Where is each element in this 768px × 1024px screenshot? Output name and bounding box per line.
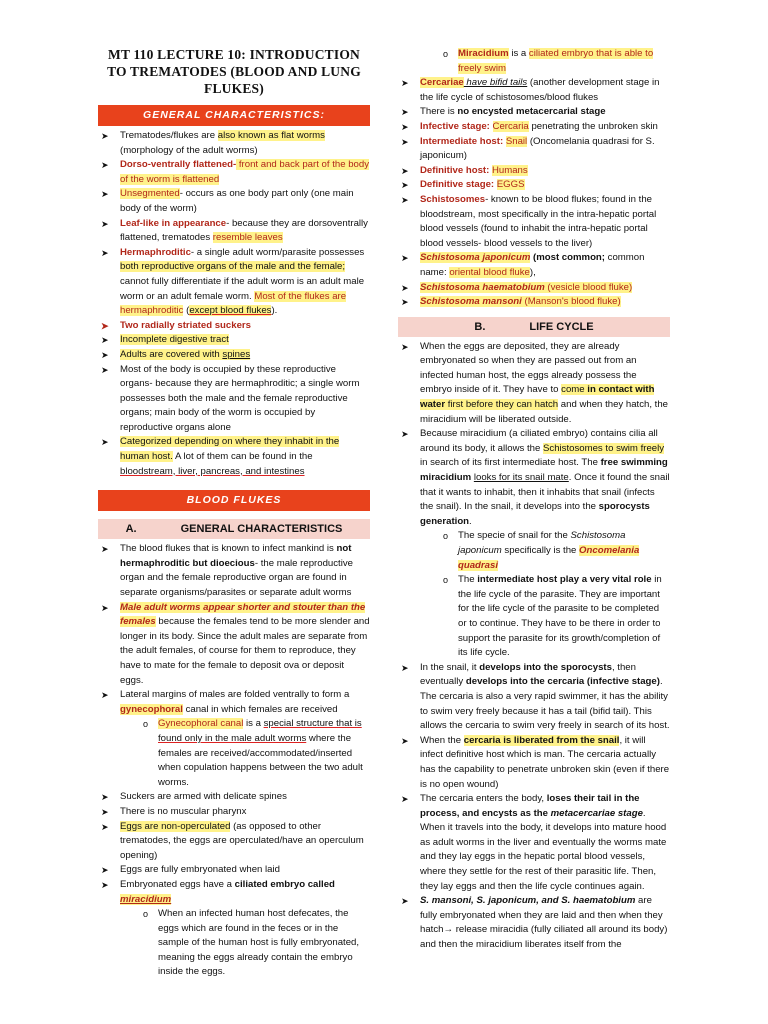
left-column xyxy=(98,0,370,980)
general-characteristics-list xyxy=(98,129,370,479)
list-item: ➤ Embryonated eggs have a ciliated embryo called miracidium xyxy=(98,878,370,907)
list-item: ➤ Unsegmented- occurs as one body part only (one main body of the worm) xyxy=(98,187,370,216)
life-cycle-list xyxy=(398,340,670,953)
section-a-heading: A. GENERAL CHARACTERISTICS xyxy=(98,519,370,539)
list-item: ➤ Schistosomes- known to be blood flukes; found in the bloodstream, most specifically in the intra-hepatic portal blood vessels (found to inhabit the intra-hepatic portal blood vessels- blood vessels to the liver) xyxy=(398,193,670,251)
list-item: ➤ In the snail, it develops into the sporocysts, then eventually develops into the cercaria (infective stage). The cercaria is also a very rapid swimmer, it has the ability to swim very freely because it has a tail (bifid tail). This allows the cercaria to swim very freely in search of its host. xyxy=(398,661,670,734)
list-item: ➤ Definitive stage: EGGS xyxy=(398,178,670,193)
list-item: ➤ Intermediate host: Snail (Oncomelania quadrasi for S. japonicum) xyxy=(398,135,670,164)
list-item: ➤ When the cercaria is liberated from the snail, it will infect definitive host which is man. The cercaria actually has the capability to penetrate unbroken skin (even if there is no open wound) xyxy=(398,734,670,792)
document-title: MT 110 LECTURE 10: INTRODUCTION TO TREMATODES (BLOOD AND LUNG FLUKES) xyxy=(107,47,361,96)
list-item: ➤ Trematodes/flukes are also known as flat worms (morphology of the adult worms) xyxy=(98,129,370,158)
general-characteristics-banner: GENERAL CHARACTERISTICS: xyxy=(98,105,370,126)
list-item: ➤ Schistosoma mansoni (Manson's blood fluke) xyxy=(398,295,670,310)
list-item: ➤ The blood flukes that is known to infect mankind is not hermaphroditic but dioecious- the male reproductive organ and the female reproductive organ are found in separate organisms/parasites or separate adult worms xyxy=(98,542,370,600)
list-item: ➤ Schistosoma japonicum (most common; common name: oriental blood fluke), xyxy=(398,251,670,280)
sub-list-item: o Miracidium is a ciliated embryo that is able to freely swim xyxy=(398,47,670,76)
list-item: ➤ Infective stage: Cercaria penetrating the unbroken skin xyxy=(398,120,670,135)
sub-list-item: o The intermediate host play a very vital role in the life cycle of the parasite. They are important for the life cycle of the parasite to be completed or to continue. They have to be there in order to support the parasite for its growth/completion of its life cycle. xyxy=(398,573,670,661)
list-item: ➤ Because miracidium (a ciliated embryo) contains cilia all around its body, it allows the Schistosomes to swim freely in search of its first intermediate host. The free swimming miracidium looks for its snail mate. Once it found the snail that it wants to inhabit, then it inhabits that snail (infects the snail). In the snail, it develops into the sporocysts generation. xyxy=(398,427,670,529)
list-item: ➤ Categorized depending on where they inhabit in the human host. A lot of them can be found in the bloodstream, liver, pancreas, and intestines xyxy=(98,435,370,479)
sub-list-item: o The specie of snail for the Schistosoma japonicum specifically is the Oncomelania quadrasi xyxy=(398,529,670,573)
list-item: ➤ Eggs are non-operculated (as opposed to other trematodes, the eggs are operculated/have an operculum opening) xyxy=(98,820,370,864)
list-item: ➤ Incomplete digestive tract xyxy=(98,333,370,348)
list-item: ➤ Male adult worms appear shorter and stouter than the females because the females tend to be more slender and longer in its body. Since the adult males are separate from the adult females, of course for them to reproduce, they have to mate for the female to deposit ova or deposit eggs. xyxy=(98,601,370,689)
section-b-heading: B. LIFE CYCLE xyxy=(398,317,670,337)
blood-flukes-list-continued xyxy=(398,47,670,310)
list-item: ➤ Dorso-ventrally flattened- front and back part of the body of the worm is flattened xyxy=(98,158,370,187)
list-item: ➤ Definitive host: Humans xyxy=(398,164,670,179)
list-item: ➤ Eggs are fully embryonated when laid xyxy=(98,863,370,878)
list-item: ➤ Hermaphroditic- a single adult worm/parasite possesses both reproductive organs of the male and the female; cannot fully differentiate if the adult worm is an adult male worm or an adult female worm. Most of the flukes are hermaphroditic (except blood flukes). xyxy=(98,246,370,319)
blood-flukes-list xyxy=(98,542,370,980)
list-item: ➤ Cercariae have bifid tails (another development stage in the life cycle of schistosomes/blood flukes xyxy=(398,76,670,105)
right-column xyxy=(398,0,670,953)
list-item: ➤ There is no encysted metacercarial stage xyxy=(398,105,670,120)
list-item: ➤ Most of the body is occupied by these reproductive organs- because they are hermaphroditic; a single worm possesses both the male and the female reproductive organs; main body of the worm is occupied by reproductive organs alone xyxy=(98,363,370,436)
list-item: ➤ There is no muscular pharynx xyxy=(98,805,370,820)
list-item: ➤ Schistosoma haematobium (vesicle blood fluke) xyxy=(398,281,670,296)
list-item: ➤ When the eggs are deposited, they are already embryonated so when they are passed out from an infected human host, the eggs already possess the embryo inside of it. They have to come in contact with water first before they can hatch and when they hatch, the miracidium will be liberated outside. xyxy=(398,340,670,428)
list-item: ➤ Lateral margins of males are folded ventrally to form a gynecophoral canal in which females are received xyxy=(98,688,370,717)
list-item: ➤ Suckers are armed with delicate spines xyxy=(98,790,370,805)
list-item: ➤ S. mansoni, S. japonicum, and S. haematobium are fully embryonated when they are laid and then when they hatch→ release miracidia (fully ciliated all around its body) and then the miracidium liberates itself from the xyxy=(398,894,670,952)
sub-list-item: o When an infected human host defecates, the eggs which are found in the feces or in the sample of the human host is fully embryonated, meaning the eggs already contain the embryo inside the eggs. xyxy=(98,907,370,980)
blood-flukes-banner: BLOOD FLUKES xyxy=(98,490,370,511)
list-item: ➤ The cercaria enters the body, loses their tail in the process, and encysts as the metacercariae stage. When it travels into the body, it develops into mature hood as adult worms in the liver and eventually the worms mate and they lay eggs in the hepatic portal blood vessels, where they settle for the rest of their parasitic life. Then, they lay eggs and then the life cycle continues again. xyxy=(398,792,670,894)
list-item: ➤ Two radially striated suckers xyxy=(98,319,370,334)
list-item: ➤ Leaf-like in appearance- because they are dorsoventrally flattened, trematodes resemble leaves xyxy=(98,217,370,246)
list-item: ➤ Adults are covered with spines xyxy=(98,348,370,363)
sub-list-item: o Gynecophoral canal is a special structure that is found only in the male adult worms where the females are received/accommodated/inserted when copulation happens between the two adult worms. xyxy=(98,717,370,790)
